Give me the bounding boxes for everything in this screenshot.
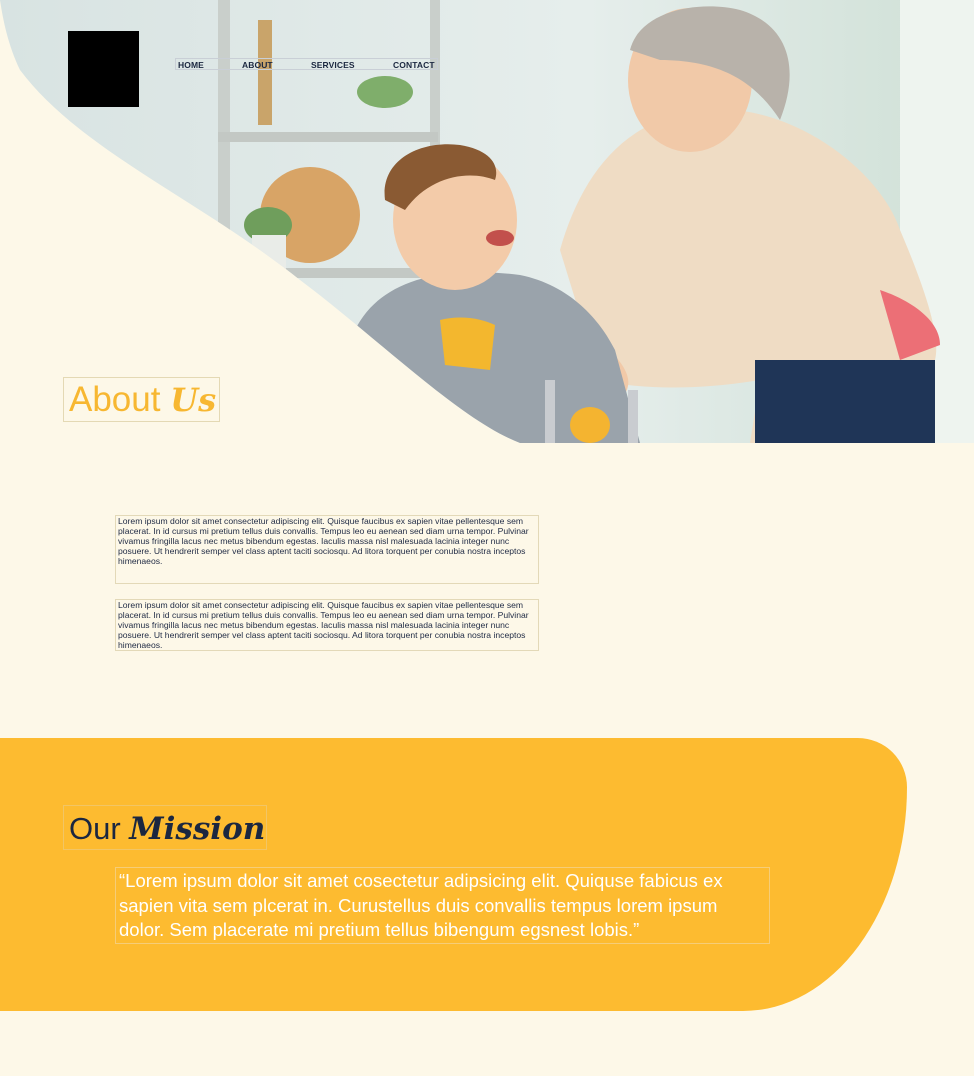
about-paragraph-1: Lorem ipsum dolor sit amet consectetur adipiscing elit. Quisque faucibus ex sapien vitae pellentesque sem placerat. In id cursus mi pretium tellus duis convallis. Tempus leo eu aenean sed diam urna tempor. Pulvinar vivamus fringilla lacus nec metus bibendum egestas. Iaculis massa nisl malesuada lacinia integer nunc posuere. Ut hendrerit semper vel class aptent taciti sociosqu. Ad litora torquent per conubia nostra inceptos himenaeos. — [115, 515, 539, 584]
mission-quote: “Lorem ipsum dolor sit amet cosectetur adipsicing elit. Quiquse fabicus ex sapien vita sem plcerat in. Curustellus duis convallis tempus lorem ipsum dolor. Sem placerate mi pretium tellus bibengum egsnest lobis.” — [115, 867, 770, 944]
mission-heading-plain: Our — [69, 811, 130, 846]
mission-heading-emphasis: Mission — [129, 811, 266, 847]
logo-placeholder-icon[interactable] — [68, 31, 139, 107]
about-heading-emphasis: Us — [170, 381, 217, 419]
main-nav — [175, 58, 438, 70]
nav-item-about[interactable]: ABOUT — [242, 60, 273, 70]
nav-item-home[interactable]: HOME — [178, 60, 204, 70]
nav-item-services[interactable]: SERVICES — [311, 60, 355, 70]
about-paragraph-2: Lorem ipsum dolor sit amet consectetur adipiscing elit. Quisque faucibus ex sapien vitae pellentesque sem placerat. In id cursus mi pretium tellus duis convallis. Tempus leo eu aenean sed diam urna tempor. Pulvinar vivamus fringilla lacus nec metus bibendum egestas. Iaculis massa nisl malesuada lacinia integer nunc posuere. Ut hendrerit semper vel class aptent taciti sociosqu. Ad litora torquent per conubia nostra inceptos himenaeos. — [115, 599, 539, 651]
mission-heading — [63, 805, 267, 850]
about-heading-plain: About — [69, 380, 171, 419]
about-heading — [63, 377, 220, 422]
nav-item-contact[interactable]: CONTACT — [393, 60, 435, 70]
